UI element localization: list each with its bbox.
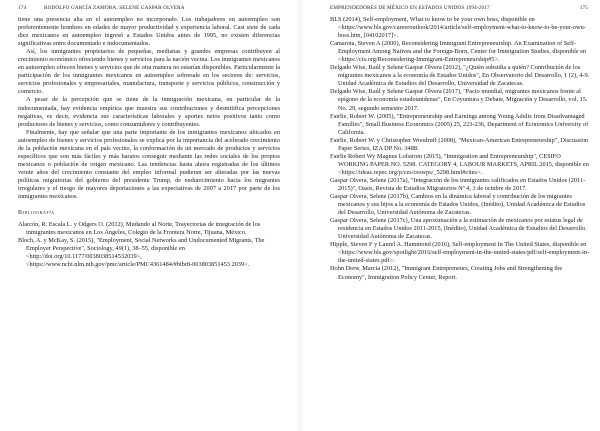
reference-entry: Gaspar Olvera, Selene (2017b), Cambios en la dinámica laboral y contribución de los migrantes mexicanos y sus hijos a la economía de Estados Unidos, (Inédito), Unidad Académica de Estudios del Desarrollo, Universidad Autónoma de Zacatecas. xyxy=(330,193,586,217)
reference-entry: Fairlie Robert Wy Magnus Lofstrom (2015), "Immigration and Entrepreneurship", CESIFO WORKING PAPER NO. 5298. CATEGORY 4, LABOUR MARKETS, APRIL 2015, disponible en <https://ideas.repec.org/p/ces/ceswps/_5298.html#cites>. xyxy=(330,152,589,176)
bibliography-heading: Bibliografía xyxy=(18,210,55,217)
right-body-column xyxy=(330,16,590,282)
reference-entry: Alarcón, R. Escala L. y Odgers O. (2012), Mudando al Norte, Trayectorias de integración de los inmigrantes mexicanos en Los Ángeles, Colegio de la Frontera Norte, Tijuana, México. xyxy=(18,221,261,237)
body-paragraph: Así, los inmigrantes propietarios de pequeñas, medianas y grandes empresas contribuyen al crecimiento económico ofreciendo bienes y servicios para la nación vecina. Los inmigrantes mexicanos en autoempleo ofrecen bienes y servicios que de otra manera no estarían disponibles. Particularmente la participación de los inmigrantes mexicanos en autoempleo sobresale en los sectores de: servicios, servicios profesionales y empresariales, manufactura, transporte y servicios públicos, construcción y comercio. xyxy=(18,48,280,96)
reference-entry: Hohn Drew, Marcia (2012), "Immigrant Entrepreneurs, Creating Jobs and Strengthening the Economy", Immigration Policy Center, Report. xyxy=(330,265,563,281)
reference-entry: Delgado Wise, Raúl y Selene Gaspar Olvera (2017), "Pacto mundial, migrantes mexicanos frente al epígono de la economía estadounidense", En Coyuntura y Debate, Migración y Desarrollo, vol. 15. No. 29, segundo semestre 2017. xyxy=(330,88,588,112)
right-running-title: EMPRENDEDORES DE MÉXICO EN ESTADOS UNIDOS 1994-2017 xyxy=(330,5,490,11)
right-page-number: 175 xyxy=(579,5,588,11)
right-running-head xyxy=(330,5,588,15)
reference-entry: Gaspar Olvera, Selene (2017a), "Integración de los inmigrantes calificados en Estados Unidos (2011-2015)", Oasis, Revista de Estudios Migratorios Nº 4, 3 de octubre de 2017. xyxy=(330,176,586,192)
right-page xyxy=(300,0,600,431)
body-paragraph: tiene una presencia alta en el autoempleo no incorporado. Los trabajadores en autoempleo son preferentemente hombres en edades de mayor productividad y experiencia laboral. Casi siete de cada diez mexicanos en autoempleo ingresó a Estados Unidos antes de 1995, no existen diferencias significativas entre documentado e indocumentados. xyxy=(18,16,280,48)
body-paragraph: Finalmente, hay que señalar que una parte importante de los inmigrantes mexicanos ubicados en autoempleo de bienes y servicios profesionales se explica por la importancia del acelerado crecimiento de la población mexicana en el país vecino, la conformación de un mercado de productos y servicios específicos que son más fáciles y más baratos conseguir mediante las redes sociales de los propios mexicanos o población de origen mexicano. Las tendencias hasta ahora registradas de los últimos veinte años del crecimiento constante del empleo informal pudieran ser alteradas por las nuevas políticas migratorias del gobierno del presidente Trump, de endurecimiento hacia los migrantes irregulares y el riesgo de mayores deportaciones a las expectativas de 2007 a 2017 por parte de los inmigrantes mexicanos. xyxy=(18,128,280,201)
reference-entry: Fairlie, Robert W. (2005), "Entrepreneurship and Earnings among Young Adults from Disadvantaged Families", Small Business Economics (2005) 25, 223-236, Department of Economics University of California. xyxy=(330,112,589,136)
reference-entry: Camarota, Steven A (2000), Reconsidering Immigrant Entrepreneurship. An Examination of Self-Employment Among Natives and the Foreign-Born, Center for Immigration Studies, disponible en <https://cis.org/Reconsidering-Immigrant-Entrepreneurship#5>. xyxy=(330,40,587,64)
left-running-title: RODOLFO GARCÍA ZAMORA, SELENE GASPAR OLVERA xyxy=(44,5,185,11)
reference-entry: BLS (2014), Self-employment, What to know to be your own boss, disponible en <https://www.bls.gov/careeroutlook/2014/article/self-employment-what-to-know-to-be-your-own-boss.htm, [04102017]>. xyxy=(330,16,586,40)
left-page-number: 174 xyxy=(18,5,27,11)
left-body-column xyxy=(18,16,280,269)
left-running-head xyxy=(18,5,278,15)
body-paragraph: A pesar de la percepción que se tiene de la inmigración mexicana, en particular de la indocumentada, hay evidencia empírica que muestra sus contribuciones y desmitifica percepciones negativas, es decir, evidencia sus características laborales y aportes netos positivos tanto como productores de bienes y servicios, como consumidores y contribuyentes. xyxy=(18,96,280,128)
reference-entry: Hipple, Steven F y Laurel A. Hammond (2016), Self-employment In The United States, disponible en <https://www.bls.gov/spotlight/2016/self-employment-in-the-united-states/pdf/self-employment-in-the-united-states.pdf>. xyxy=(330,241,590,265)
reference-entry: Fairlie, Robert W. y Christopher Woodruff (2008), "Mexican-American Entrepreneurship", Discussion Paper Series, IZA DP No. 3488. xyxy=(330,136,589,152)
reference-entry: Delgado Wise, Raúl y Selene Gaspar Olvera (2012), "¿Quién subsidia a quién? Contribución de los migrantes mexicanos a la economía de Estados Unidos", En Observatorio del Desarrollo, 1 (2), 4-9. Unidad Académica de Estudios del Desarrollo, Universidad de Zacatecas. xyxy=(330,64,590,88)
reference-entry: Bloch, A. y McKay, S. (2015), "Employment, Social Networks and Undocumented Migrants, The Employer Perspective", Sociology, 49(1), 38–55, disponible en <http://doi.org/10.1177/0038038514532039>, <https://www.ncbi.nlm.nih.gov/pmc/article/PMC4361484/#bibr8-003803851453 2039>. xyxy=(18,237,265,269)
reference-entry: Gaspar Olvera, Selene (2017c), Una aproximación a la estimación de mexicanos por estatus legal de residencia en Estados Unidos 2011-2015, (Inédito), Unidad Académica de Estudios del Desarrollo. Universidad Autónoma de Zacatecas. xyxy=(330,217,587,241)
